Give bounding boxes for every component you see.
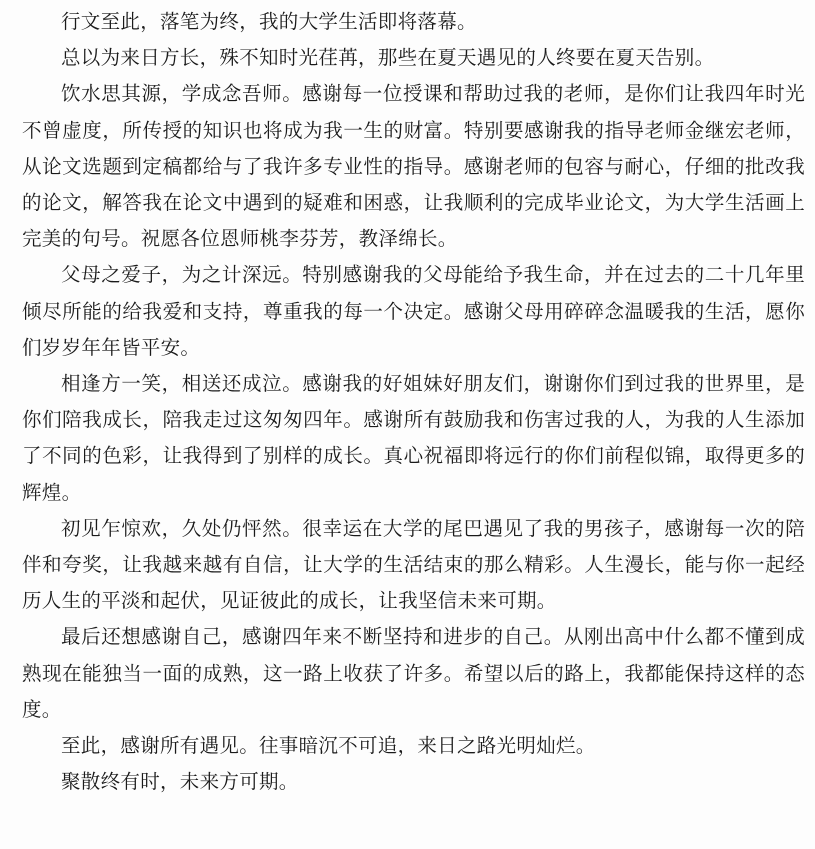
paragraph-farewell: 行文至此，落笔为终，我的大学生活即将落幕。 — [61, 10, 477, 33]
paragraph-summer: 总以为来日方长，殊不知时光荏苒，那些在夏天遇见的人终要在夏天告别。 — [61, 46, 715, 70]
paragraph-parents: 父母之爱子，为之计深远。特别感谢我的父母能给予我生命，并在过去的二十几年里倾尽所能的给我爱和支持，尊重我的每一个决定。感谢父母用碎碎念温暖我的生活，愿你们岁岁年年皆平安。 — [22, 263, 805, 359]
paragraph-partner: 初见乍惊欢，久处仍怦然。很幸运在大学的尾巴遇见了我的男孩子，感谢每一次的陪伴和夸奖，让我越来越有自信，让大学的生活结束的那么精彩。人生漫长，能与你一起经历人生的平淡和起伏，见证彼此的成长，让我坚信未来可期。 — [22, 516, 805, 613]
paragraph-self: 最后还想感谢自己，感谢四年来不断坚持和进步的自己。从刚出高中什么都不懂到成熟现在能独当一面的成熟，这一路上收获了许多。希望以后的路上，我都能保持这样的态度。 — [22, 625, 805, 721]
paragraph-teachers: 饮水思其源，学成念吾师。感谢每一位授课和帮助过我的老师，是你们让我四年时光不曾虚度，所传授的知识也将成为我一生的财富。特别要感谢我的指导老师金继宏老师，从论文选题到定稿都给与了我许多专业性的指导。感谢老师的包容与耐心，仔细的批改我的论文，解答我在论文中遇到的疑难和困惑，让我顺利的完成毕业论文，为大学生活画上完美的句号。祝愿各位恩师桃李芬芳，教泽绵长。 — [22, 82, 805, 251]
paragraph-closing: 聚散终有时，未来方可期。 — [61, 770, 299, 794]
paragraph-friends: 相逢方一笑，相送还成泣。感谢我的好姐妹好朋友们，谢谢你们到过我的世界里，是你们陪我成长，陪我走过这匆匆四年。感谢所有鼓励我和伤害过我的人，为我的人生添加了不同的色彩，让我得到了别样的成长。真心祝福即将远行的你们前程似锦，取得更多的辉煌。 — [22, 372, 805, 504]
paragraph-gratitude: 至此，感谢所有遇见。往事暗沉不可追，来日之路光明灿烂。 — [61, 734, 596, 758]
